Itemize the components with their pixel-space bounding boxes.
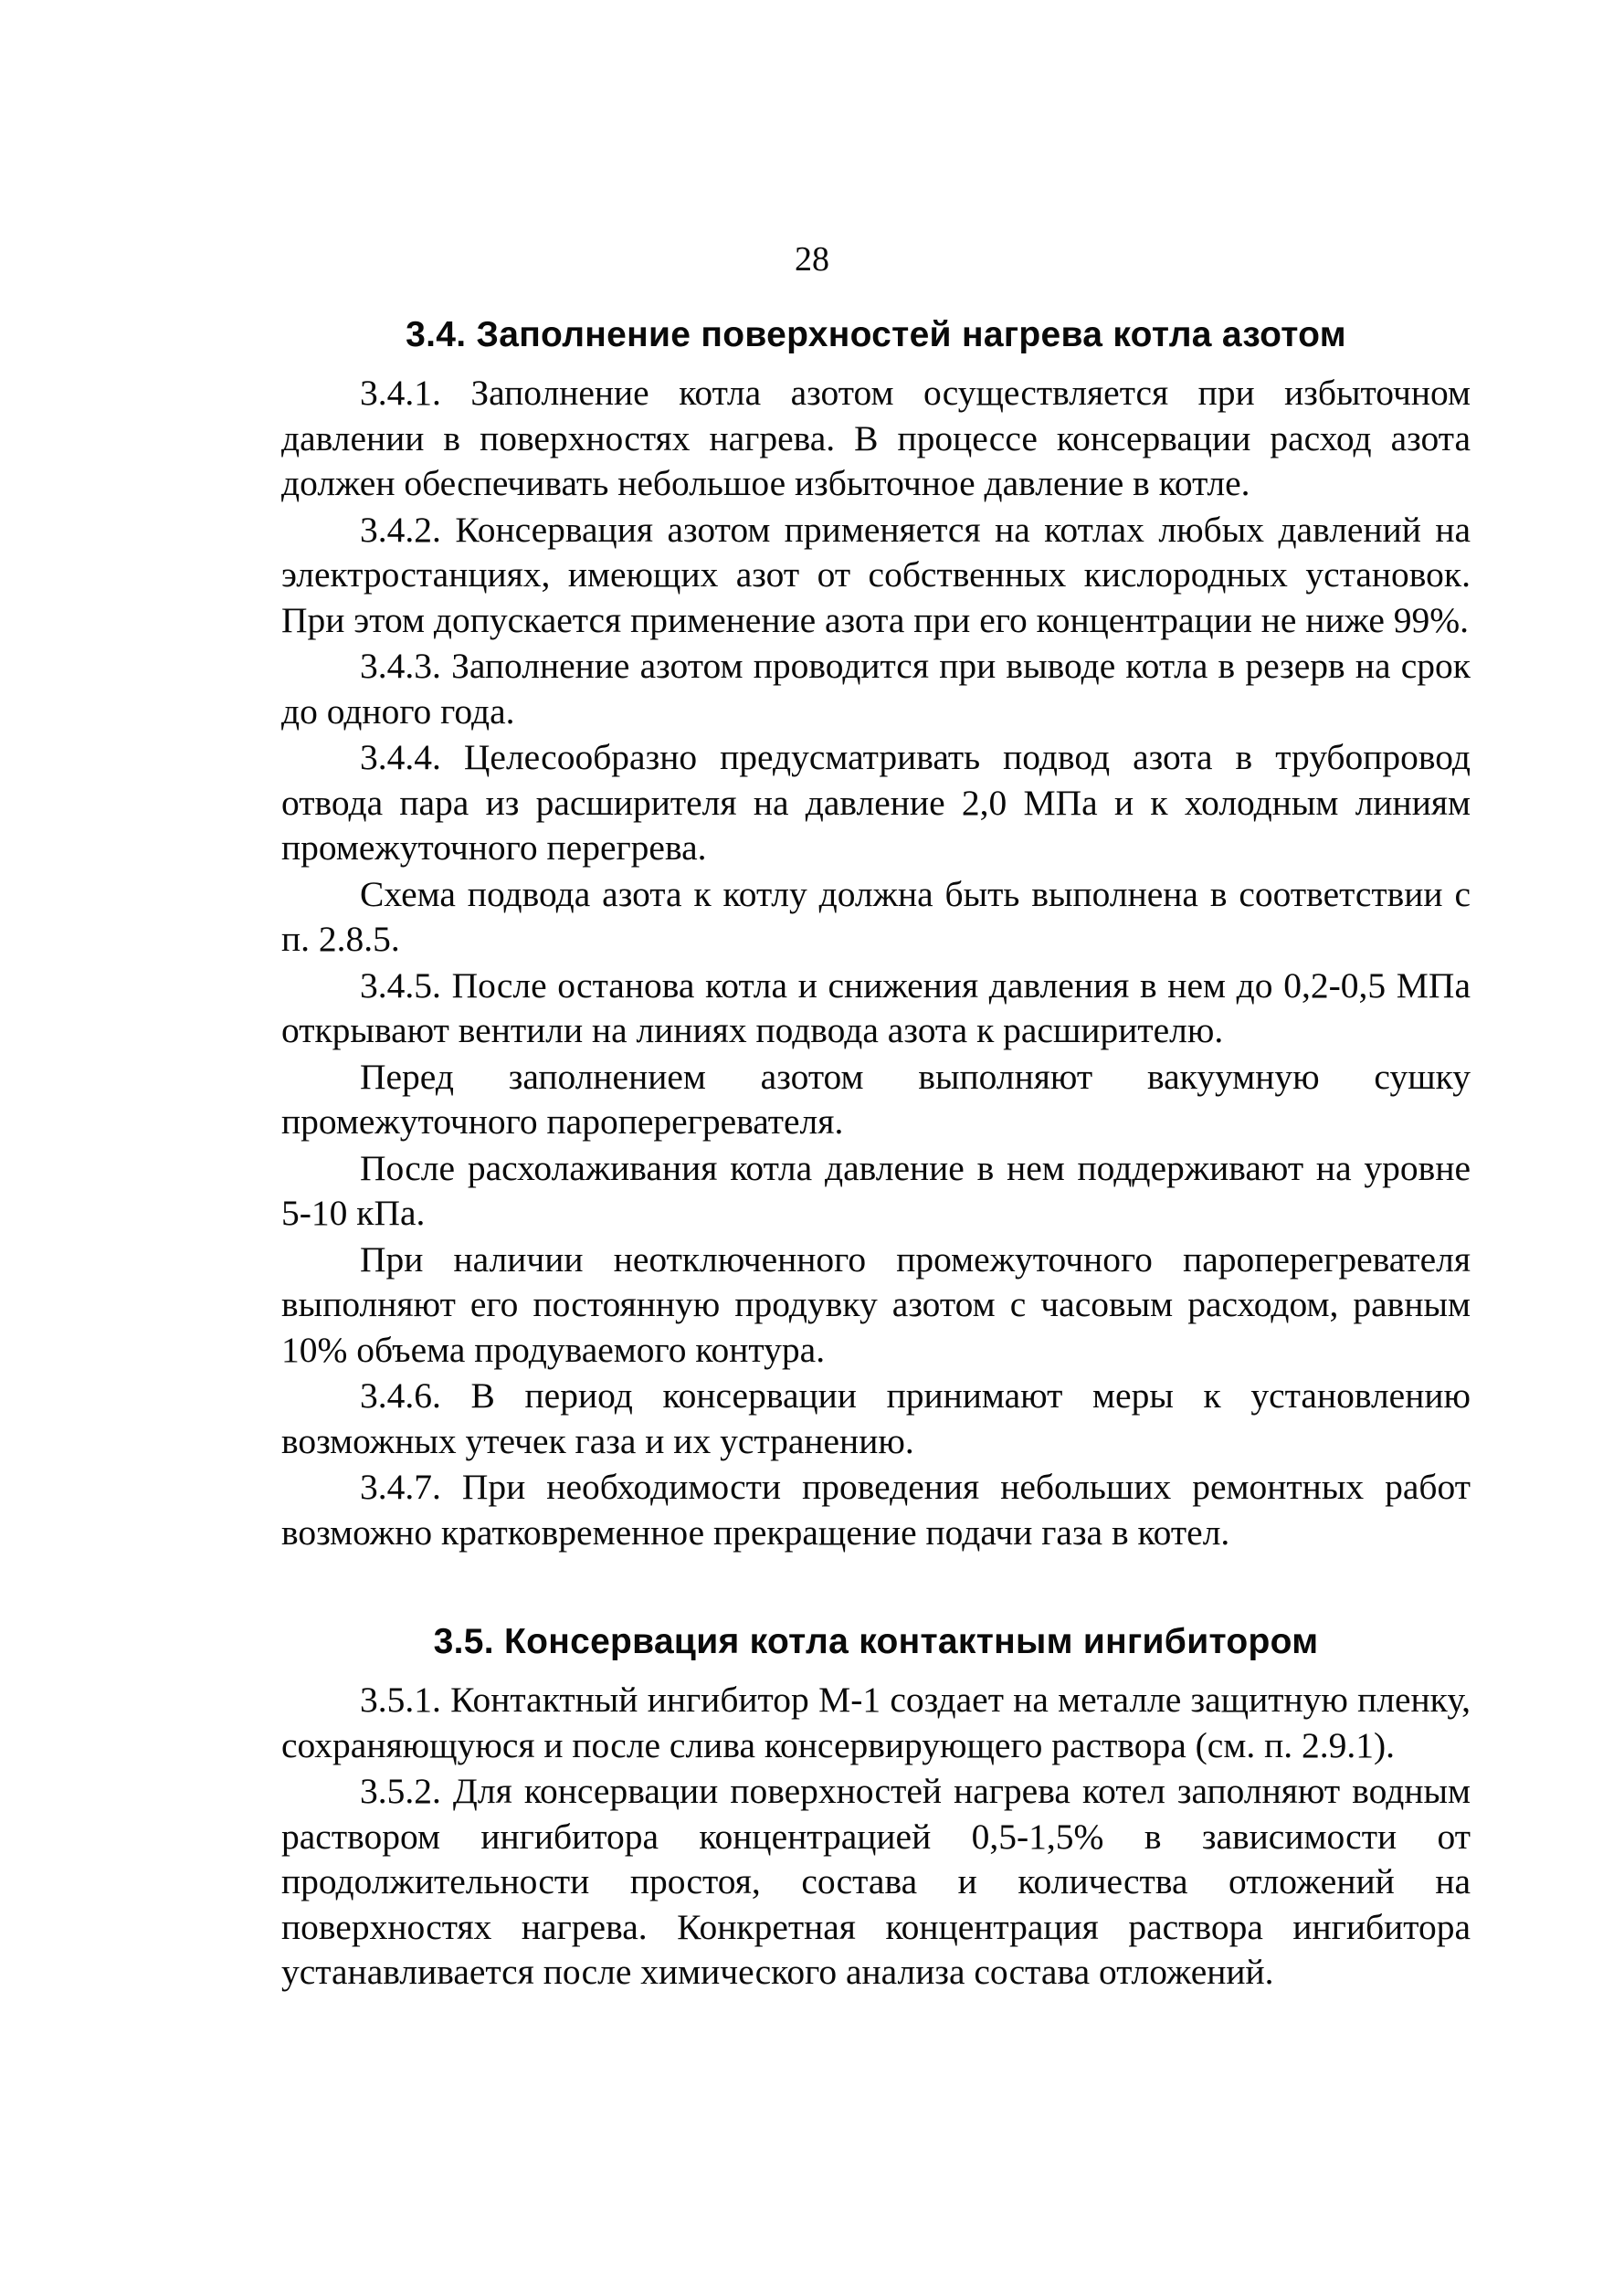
- paragraph: 3.4.5. После останова котла и снижения давления в нем до 0,2-0,5 МПа открывают вентили на линиях подвода азота к расширителю.: [281, 964, 1471, 1050]
- paragraph: 3.4.6. В период консервации принимают меры к установлению возможных утечек газа и их устранению.: [281, 1375, 1471, 1461]
- paragraph: 3.5.1. Контактный ингибитор М-1 создает на металле защитную пленку, сохраняющуюся и после слива консервирующего раствора (см. п. 2.9.1).: [281, 1680, 1471, 1765]
- paragraph: При наличии неотключенного промежуточного пароперегревателя выполняют его постоянную продувку азотом с часовым расходом, равным 10% объема продуваемого контура.: [281, 1238, 1471, 1370]
- paragraph: После расхолаживания котла давление в нем поддерживают на уровне 5-10 кПа.: [281, 1147, 1471, 1233]
- paragraph: 3.4.4. Целесообразно предусматривать подвод азота в трубопровод отвода пара из расширителя на давление 2,0 МПа и к холодным линиям промежуточного перегрева.: [281, 737, 1471, 868]
- paragraph: Перед заполнением азотом выполняют вакуумную сушку промежуточного пароперегревателя.: [281, 1056, 1471, 1142]
- paragraph: Схема подвода азота к котлу должна быть выполнена в соответствии с п. 2.8.5.: [281, 873, 1471, 959]
- section-3-4: [281, 312, 1471, 1555]
- section-3-5: [281, 1619, 1471, 1996]
- paragraph: 3.4.7. При необходимости проведения небольших ремонтных работ возможно кратковременное прекращение подачи газа в котел.: [281, 1467, 1471, 1553]
- document-body: [281, 312, 1471, 1996]
- paragraph: 3.5.2. Для консервации поверхностей нагрева котел заполняют водным раствором ингибитора концентрацией 0,5-1,5% в зависимости от продолжительности простоя, состава и количества отложений на поверхностях нагрева. Конкретная концентрация раствора ингибитора устанавливается после химического анализа состава отложений.: [281, 1771, 1471, 1992]
- paragraph: 3.4.2. Консервация азотом применяется на котлах любых давлений на электростанциях, имеющих азот от собственных кислородных установок. При этом допускается применение азота при его концентрации не ниже 99%.: [281, 509, 1471, 640]
- section-title: 3.5. Консервация котла контактным ингибитором: [433, 1622, 1319, 1661]
- paragraph: 3.4.1. Заполнение котла азотом осуществляется при избыточном давлении в поверхностях нагрева. В процессе консервации расход азота должен обеспечивать небольшое избыточное давление в котле.: [281, 373, 1471, 503]
- page-number: 28: [795, 240, 829, 279]
- paragraph: 3.4.3. Заполнение азотом проводится при выводе котла в резерв на срок до одного года.: [281, 646, 1471, 732]
- section-title: 3.4. Заполнение поверхностей нагрева котла азотом: [406, 315, 1346, 354]
